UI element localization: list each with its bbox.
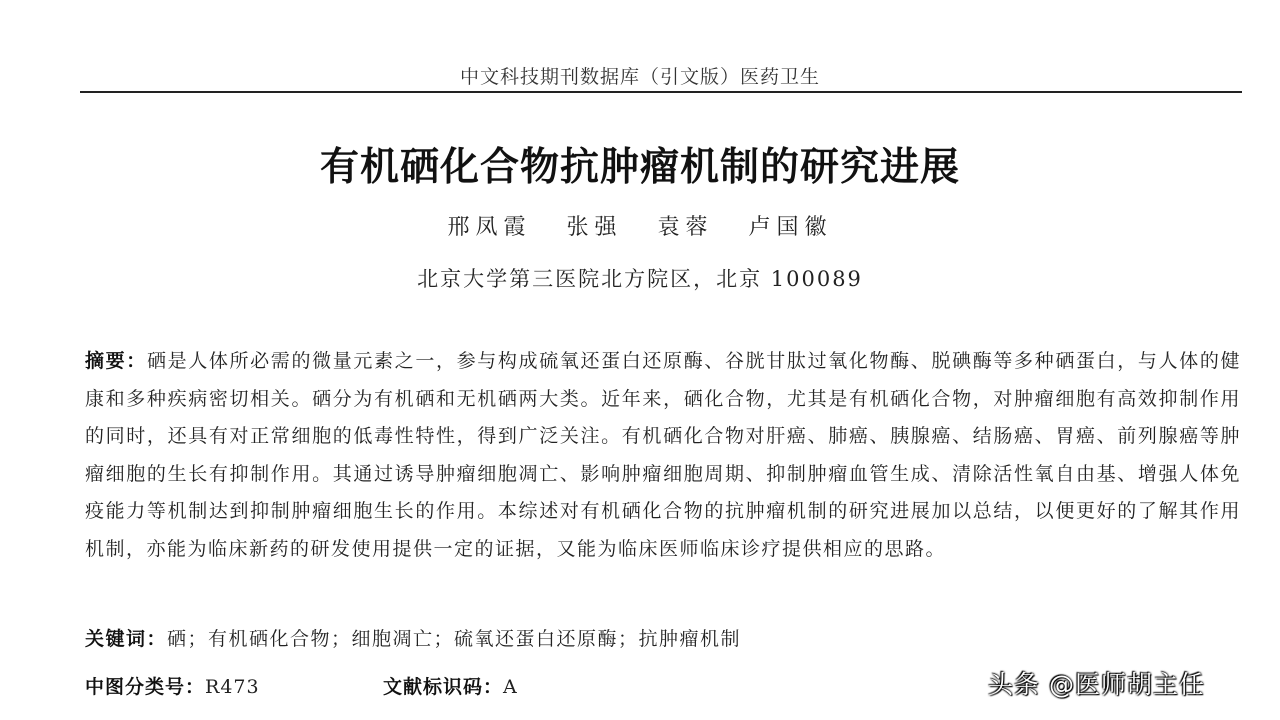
classification-value: R473 [205,676,260,698]
keywords-label: 关键词： [85,628,168,650]
document-code-value: A [503,676,518,698]
keywords-text: 硒；有机硒化合物；细胞凋亡；硫氧还蛋白还原酶；抗肿瘤机制 [167,628,742,650]
journal-header: 中文科技期刊数据库（引文版）医药卫生 [459,66,820,88]
watermark: 头条 @医师胡主任 [988,670,1205,699]
classification-number [85,672,260,699]
abstract-label: 摘要： [85,350,147,372]
document-code-label: 文献标识码： [383,676,504,698]
author-name: 邢凤霞 [447,215,532,240]
affiliation: 北京大学第三医院北方院区，北京 100089 [417,267,863,291]
author-name: 卢国徽 [748,215,833,240]
abstract-text: 硒是人体所必需的微量元素之一，参与构成硫氧还蛋白还原酶、谷胱甘肽过氧化物酶、脱碘酶等多种硒蛋白，与人体的健康和多种疾病密切相关。硒分为有机硒和无机硒两大类。近年来，硒化合物，尤其是有机硒化合物，对肿瘤细胞有高效抑制作用的同时，还具有对正常细胞的低毒性特性，得到广泛关注。有机硒化合物对肝癌、肺癌、胰腺癌、结肠癌、胃癌、前列腺癌等肿瘤细胞的生长有抑制作用。其通过诱导肿瘤细胞凋亡、影响肿瘤细胞周期、抑制肿瘤血管生成、清除活性氧自由基、增强人体免疫能力等机制达到抑制肿瘤细胞生长的作用。本综述对有机硒化合物的抗肿瘤机制的研究进展加以总结，以便更好的了解其作用机制，亦能为临床新药的研发使用提供一定的证据，又能为临床医师临床诊疗提供相应的思路。 [85,350,1241,560]
header-rule [80,91,1242,93]
classification-label: 中图分类号： [85,676,206,698]
abstract [85,343,1241,568]
paper-title: 有机硒化合物抗肿瘤机制的研究进展 [319,145,960,190]
document-code [383,672,518,699]
author-list [0,210,1280,241]
author-name: 袁蓉 [657,215,714,240]
author-name: 张强 [566,215,623,240]
keywords [85,624,1241,651]
